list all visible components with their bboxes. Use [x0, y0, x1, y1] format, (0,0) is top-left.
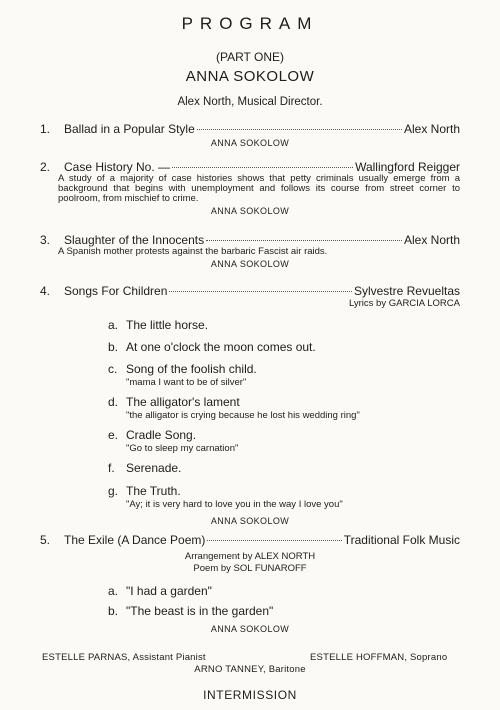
intermission: INTERMISSION — [203, 688, 297, 702]
dot-leader — [207, 540, 341, 541]
item-composer: Traditional Folk Music — [343, 533, 460, 547]
artist-name: ANNA SOKOLOW — [185, 68, 315, 85]
exile-part-b: b. "The beast is in the garden" — [108, 604, 274, 618]
item-credit: ANNA SOKOLOW — [210, 138, 290, 148]
assistant-pianist: ESTELLE PARNAS, Assistant Pianist — [42, 652, 206, 663]
item-number: 4. — [40, 284, 51, 298]
song-f: f. Serenade. — [108, 461, 182, 475]
song-title: The little horse. — [126, 318, 209, 332]
item-composer: Wallingford Reigger — [355, 160, 460, 174]
program-item-2 — [40, 160, 460, 216]
dot-leader — [169, 291, 352, 292]
dot-leader — [172, 167, 353, 168]
song-c: c. Song of the foolish child. "mama I want to be of silver" — [108, 362, 468, 388]
song-a: a. The little horse. — [108, 318, 209, 332]
song-e: e. Cradle Song. "Go to sleep my carnation" — [108, 428, 468, 454]
item-number: 3. — [40, 233, 51, 247]
item-title: Case History No. — — [64, 160, 171, 174]
item-number: 2. — [40, 160, 51, 174]
lyrics-credit: Lyrics by GARCIA LORCA — [348, 298, 460, 309]
song-note: "mama I want to be of silver" — [126, 377, 247, 388]
item-credit: ANNA SOKOLOW — [210, 259, 290, 269]
program-title: PROGRAM — [181, 14, 319, 33]
item-5-credit: ANNA SOKOLOW — [210, 624, 290, 634]
dot-leader — [206, 240, 402, 241]
item-4-credit: ANNA SOKOLOW — [210, 516, 290, 526]
item-title: The Exile (A Dance Poem) — [64, 533, 206, 547]
soprano: ESTELLE HOFFMAN, Soprano — [310, 652, 448, 663]
item-title: Songs For Children — [64, 284, 168, 298]
poem-credit: Poem by SOL FUNAROFF — [193, 563, 307, 574]
program-item-3 — [40, 233, 460, 269]
item-number: 5. — [40, 533, 51, 547]
dot-leader — [197, 129, 402, 130]
song-b: b. At one o'clock the moon comes out. — [108, 340, 316, 354]
song-title: Song of the foolish child. — [126, 362, 257, 376]
item-composer: Sylvestre Revueltas — [353, 284, 460, 298]
item-title: Slaughter of the Innocents — [64, 233, 205, 247]
baritone: ARNO TANNEY, Baritone — [194, 664, 306, 675]
exile-part-title: "The beast is in the garden" — [126, 604, 274, 618]
exile-part-title: "I had a garden" — [126, 584, 212, 598]
song-note: "Ay; it is very hard to love you in the way I love you" — [126, 499, 343, 510]
item-title: Ballad in a Popular Style — [64, 122, 195, 136]
part-label: (PART ONE) — [215, 50, 284, 64]
musical-director: Alex North, Musical Director. — [177, 96, 323, 108]
item-credit: ANNA SOKOLOW — [210, 206, 290, 216]
program-item-1 — [40, 122, 460, 148]
program-item-4 — [40, 284, 460, 309]
program-item-5 — [40, 533, 460, 575]
arrangement-credit: Arrangement by ALEX NORTH — [184, 551, 316, 562]
song-d: d. The alligator's lament "the alligator is crying because he lost his wedding ring" — [108, 395, 468, 421]
song-note: "Go to sleep my carnation" — [126, 443, 239, 454]
item-description: A Spanish mother protests against the barbaric Fascist air raids. — [58, 246, 328, 257]
item-composer: Alex North — [403, 233, 460, 247]
song-title: At one o'clock the moon comes out. — [126, 340, 316, 354]
song-title: The alligator's lament — [126, 395, 240, 409]
song-title: Cradle Song. — [126, 428, 197, 442]
item-number: 1. — [40, 122, 51, 136]
item-composer: Alex North — [403, 122, 460, 136]
song-title: Serenade. — [126, 461, 182, 475]
exile-part-a: a. "I had a garden" — [108, 584, 212, 598]
song-title: The Truth. — [126, 484, 181, 498]
item-description: A study of a majority of case histories shows that petty criminals usually emerge from a background that begins with unemployment and follows its course from street corner to poolroom, from mischief to crime. — [58, 173, 460, 204]
song-note: "the alligator is crying because he lost his wedding ring" — [126, 410, 360, 421]
song-g: g. The Truth. "Ay; it is very hard to love you in the way I love you" — [108, 484, 468, 510]
